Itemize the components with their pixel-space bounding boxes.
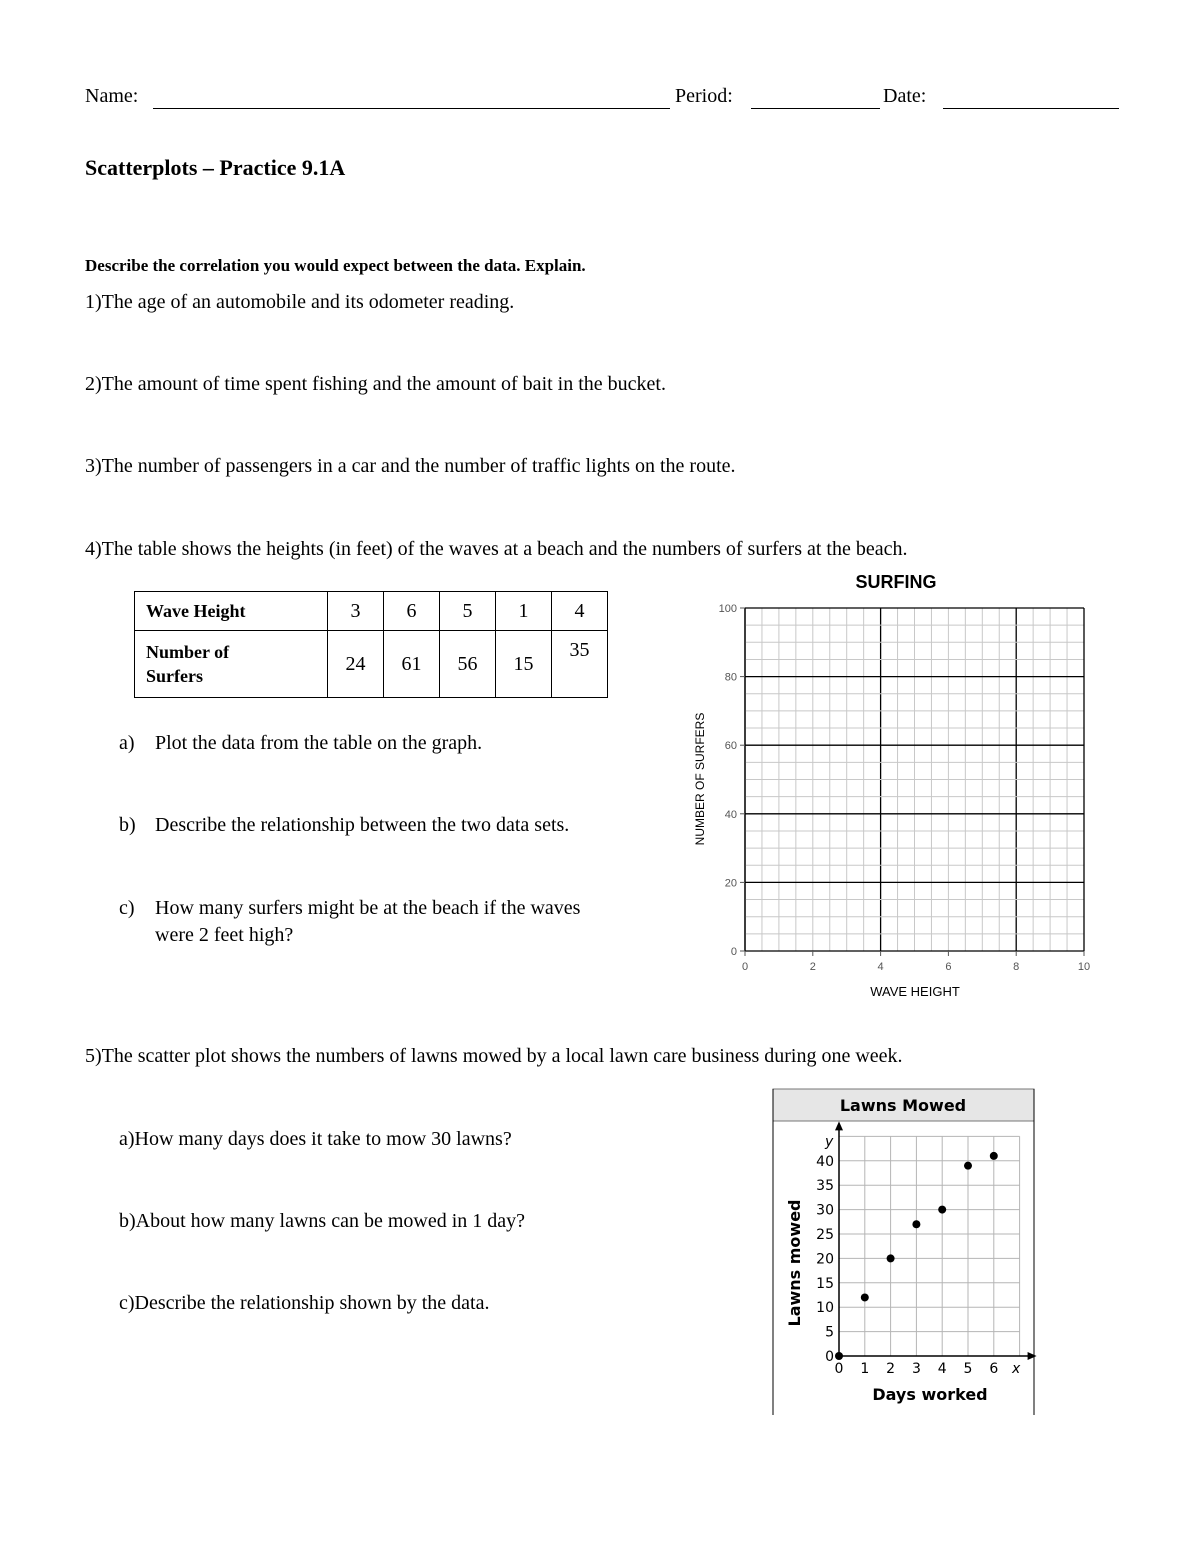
y-tick-label: 30 <box>816 1202 834 1219</box>
y-tick-label: 5 <box>825 1324 834 1341</box>
period-blank[interactable] <box>751 108 880 109</box>
table-cell: 3 <box>328 592 384 631</box>
wave-surfer-table <box>134 591 608 698</box>
lawns-x-label: Days worked <box>872 1385 988 1404</box>
lawns-mowed-chart <box>770 1088 1040 1418</box>
table-cell: 5 <box>440 592 496 631</box>
question-4: 4)The table shows the heights (in feet) of the waves at a beach and the numbers of surfers at the beach. <box>85 538 908 560</box>
x-tick-label: 4 <box>937 1361 947 1377</box>
y-tick-label: 15 <box>816 1275 834 1292</box>
lawns-chart-title: Lawns Mowed <box>839 1096 967 1115</box>
question-3: 3)The number of passengers in a car and the number of traffic lights on the route. <box>85 455 736 477</box>
q5-part-c: c)Describe the relationship shown by the data. <box>119 1292 490 1314</box>
part-b-text: Describe the relationship between the two data sets. <box>155 814 570 836</box>
table-cell: 35 <box>552 631 608 698</box>
table-row <box>135 631 608 698</box>
y-tick-label: 60 <box>724 740 737 753</box>
part-a-marker: a) <box>119 732 135 754</box>
x-tick-label: 2 <box>809 961 816 973</box>
row-header-line: Surfers <box>146 666 203 686</box>
page-title: Scatterplots – Practice 9.1A <box>85 155 346 180</box>
y-tick-label: 100 <box>718 603 737 615</box>
data-point <box>887 1254 895 1262</box>
x-tick-label: 2 <box>886 1361 896 1377</box>
x-tick-label: 5 <box>963 1361 973 1377</box>
q5-part-a: a)How many days does it take to mow 30 lawns? <box>119 1128 512 1150</box>
x-tick-label: 0 <box>834 1361 844 1377</box>
y-tick-label: 20 <box>816 1251 834 1268</box>
surfing-y-label: NUMBER OF SURFERS <box>693 712 707 846</box>
date-blank[interactable] <box>943 108 1119 109</box>
part-c-marker: c) <box>119 897 135 919</box>
surfing-x-label: WAVE HEIGHT <box>870 984 960 999</box>
row-header-surfers <box>135 631 328 698</box>
table-cell: 1 <box>496 592 552 631</box>
question-5: 5)The scatter plot shows the numbers of lawns mowed by a local lawn care business during one week. <box>85 1045 903 1067</box>
data-point <box>990 1152 998 1160</box>
x-tick-label: 10 <box>1077 961 1091 973</box>
data-point <box>835 1352 843 1360</box>
surfing-chart <box>680 565 1120 1005</box>
y-tick-label: 0 <box>730 946 737 958</box>
lawns-y-axis-symbol: y <box>825 1134 834 1150</box>
x-tick-label: 8 <box>1013 961 1020 973</box>
part-c-text: How many surfers might be at the beach if the waves <box>155 897 581 919</box>
y-tick-label: 20 <box>724 877 737 890</box>
data-point <box>861 1293 869 1301</box>
table-row <box>135 592 608 631</box>
y-tick-label: 0 <box>825 1349 834 1365</box>
y-tick-label: 10 <box>816 1300 834 1317</box>
y-tick-label: 35 <box>816 1178 834 1195</box>
y-tick-label: 25 <box>816 1227 834 1243</box>
part-a-text: Plot the data from the table on the graph. <box>155 732 483 754</box>
row-header-line: Number of <box>146 642 230 662</box>
date-label: Date: <box>883 85 927 107</box>
y-tick-label: 80 <box>724 671 737 684</box>
table-cell: 24 <box>328 631 384 698</box>
question-2: 2)The amount of time spent fishing and the amount of bait in the bucket. <box>85 373 666 395</box>
table-cell: 6 <box>384 592 440 631</box>
question-1: 1)The age of an automobile and its odometer reading. <box>85 291 515 313</box>
x-tick-label: 3 <box>911 1361 921 1377</box>
row-header-wave-height: Wave Height <box>135 592 328 631</box>
table-cell: 15 <box>496 631 552 698</box>
instructions: Describe the correlation you would expect between the data. Explain. <box>85 256 586 275</box>
name-label: Name: <box>85 85 139 107</box>
y-axis-arrow <box>835 1121 843 1130</box>
name-blank[interactable] <box>153 108 670 109</box>
table-cell: 56 <box>440 631 496 698</box>
x-tick-label: 6 <box>989 1361 999 1377</box>
surfing-chart-title: SURFING <box>855 572 937 592</box>
x-tick-label: 4 <box>877 961 884 973</box>
part-b-marker: b) <box>119 814 136 836</box>
x-tick-label: 1 <box>860 1361 870 1377</box>
x-tick-label: 0 <box>741 961 749 973</box>
lawns-y-label: Lawns mowed <box>785 1199 804 1327</box>
table-cell: 4 <box>552 592 608 631</box>
x-tick-label: 6 <box>945 961 952 973</box>
y-tick-label: 40 <box>816 1153 834 1170</box>
data-point <box>964 1162 972 1170</box>
period-label: Period: <box>675 85 733 107</box>
data-point <box>938 1206 946 1214</box>
part-c-text-cont: were 2 feet high? <box>155 924 294 946</box>
x-axis-arrow <box>1028 1352 1037 1360</box>
y-tick-label: 40 <box>724 808 737 821</box>
table-cell: 61 <box>384 631 440 698</box>
q5-part-b: b)About how many lawns can be mowed in 1 day? <box>119 1210 526 1232</box>
data-point <box>912 1220 920 1228</box>
lawns-x-axis-symbol: x <box>1012 1361 1021 1377</box>
